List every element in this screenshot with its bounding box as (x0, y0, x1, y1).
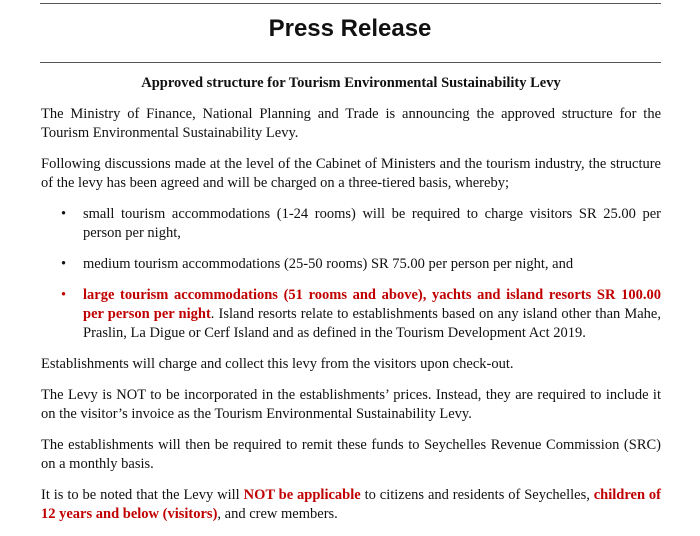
tier-large (41, 286, 661, 343)
exemption-highlight-2: children of 12 years and below (visitors) (41, 487, 662, 522)
bullet-icon: • (61, 206, 67, 222)
bullet-icon: • (61, 256, 67, 272)
page-title: Press Release (268, 15, 432, 42)
exemption-text-2: to citizens and residents of Seychelles, (360, 487, 594, 503)
exemption-text-3: , and crew members. (217, 506, 338, 522)
tier-medium (41, 255, 661, 274)
top-rule (40, 3, 661, 4)
tier-large-text: . Island resorts relate to establishments based on any island other than Mahe, Praslin, La Digue or Cerf Island and as defined in the Tourism Development Act 2019. (83, 306, 661, 341)
tier-small (41, 205, 661, 243)
tier-medium-text: medium tourism accommodations (25-50 rooms) SR 75.00 per person per night, and (83, 256, 574, 272)
invoice-paragraph: The Levy is NOT to be incorporated in the establishments’ prices. Instead, they are required to include it on the visitor’s invoice as the Tourism Environmental Sustainability Levy. (41, 387, 661, 422)
exemption-paragraph (41, 486, 661, 524)
checkout-paragraph: Establishments will charge and collect this levy from the visitors upon check-out. (41, 356, 514, 372)
discussion-paragraph: Following discussions made at the level of the Cabinet of Ministers and the tourism industry, the structure of the levy has been agreed and will be charged on a three-tiered basis, whereby; (41, 156, 661, 191)
exemption-text-1: It is to be noted that the Levy will (41, 487, 244, 503)
levy-tier-list (41, 205, 661, 343)
header-rule (40, 62, 661, 63)
remit-paragraph: The establishments will then be required to remit these funds to Seychelles Revenue Commission (SRC) on a monthly basis. (41, 437, 661, 472)
intro-paragraph: The Ministry of Finance, National Planning and Trade is announcing the approved structure for the Tourism Environmental Sustainability Levy. (41, 106, 661, 141)
bullet-icon: • (61, 287, 67, 303)
document-subtitle: Approved structure for Tourism Environmental Sustainability Levy (141, 75, 561, 91)
exemption-highlight-1: NOT be applicable (243, 487, 361, 503)
tier-large-highlight: large tourism accommodations (51 rooms and above), yachts and island resorts SR 100.00 per person per night (83, 287, 661, 322)
tier-small-text: small tourism accommodations (1-24 rooms) will be required to charge visitors SR 25.00 per person per night, (83, 206, 661, 241)
press-release-body (41, 74, 661, 536)
